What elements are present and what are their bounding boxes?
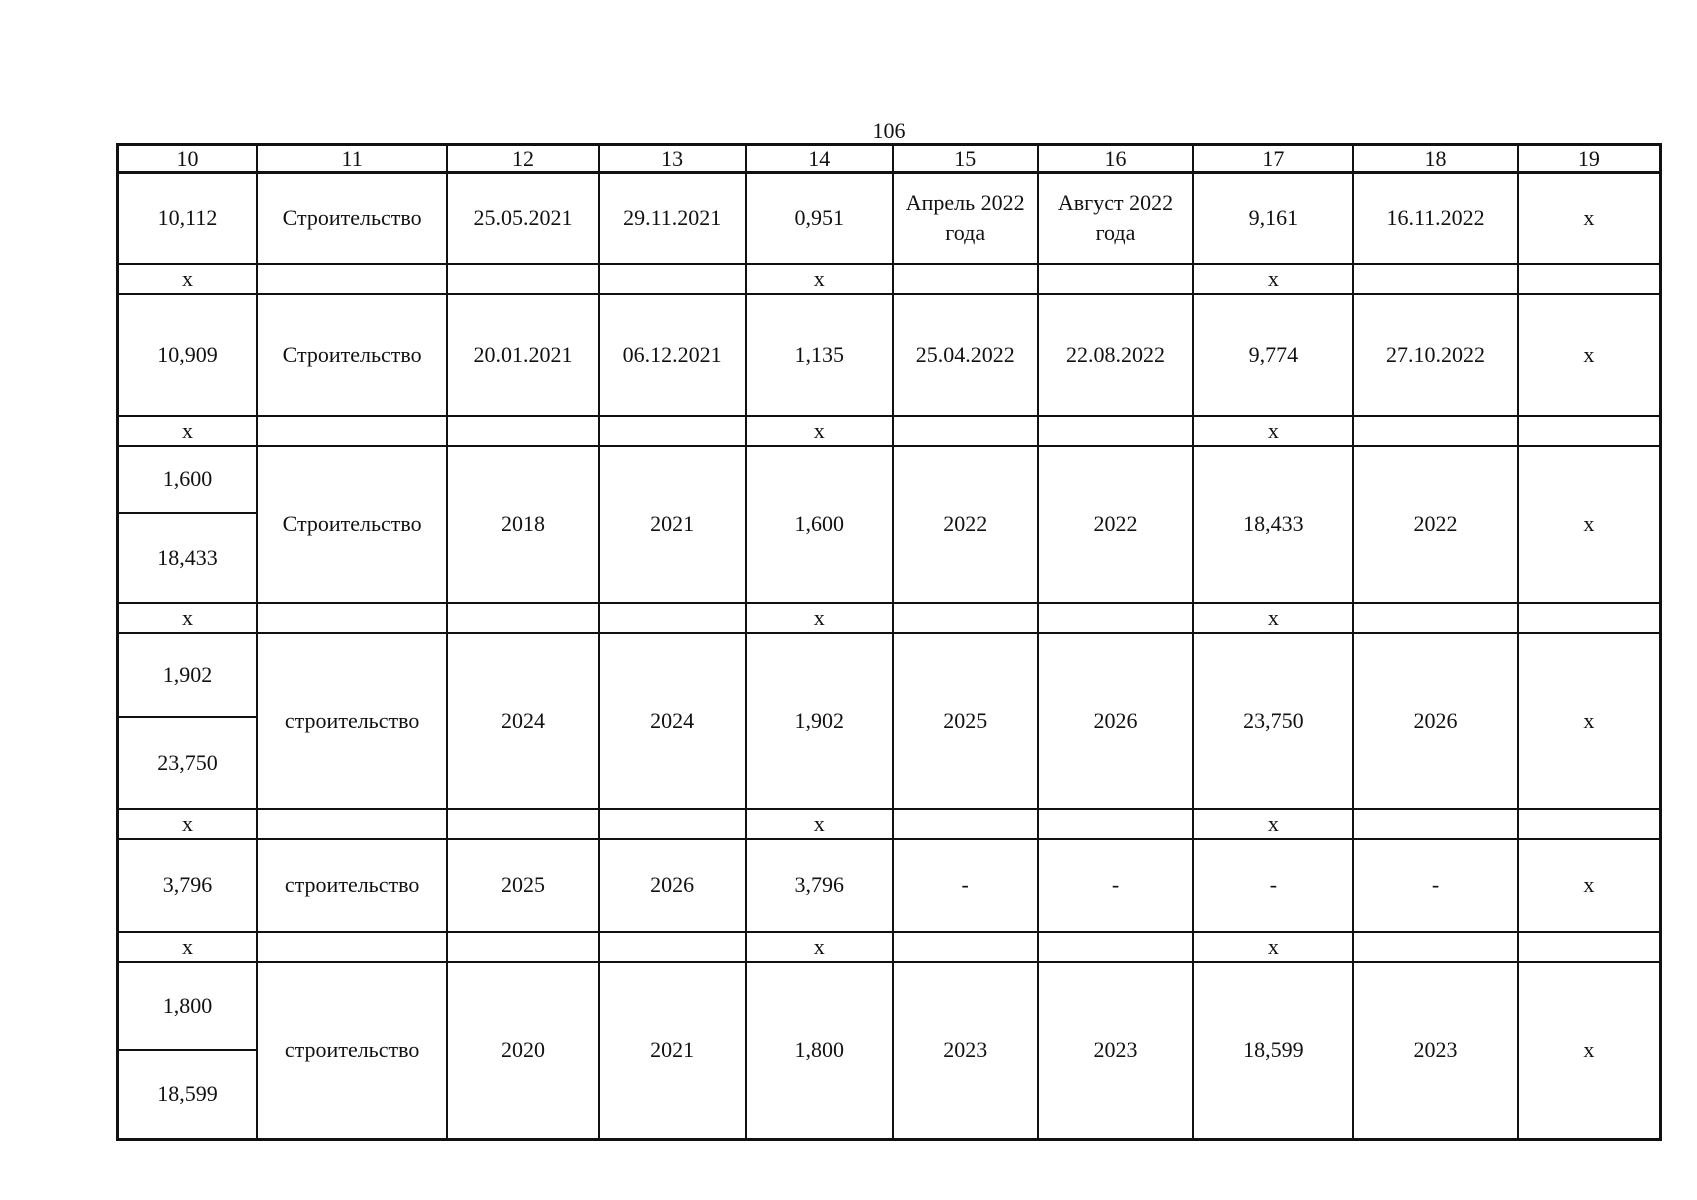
table-cell: 1,902: [118, 633, 257, 717]
table-cell: 2026: [1038, 633, 1194, 809]
table-row: [118, 173, 1661, 264]
table-cell: 22.08.2022: [1038, 294, 1194, 416]
column-header: 14: [746, 145, 893, 173]
table-cell: х: [746, 809, 893, 839]
column-header: 18: [1353, 145, 1517, 173]
table-cell: 1,600: [746, 446, 893, 603]
table-cell: х: [1518, 839, 1661, 932]
table-cell: [1353, 932, 1517, 962]
table-cell: [1518, 603, 1661, 633]
separator-row: [118, 932, 1661, 962]
table-cell: [1353, 809, 1517, 839]
table-cell: [599, 264, 746, 294]
table-cell: [1353, 264, 1517, 294]
table-cell: [257, 264, 447, 294]
table-cell: х: [1518, 962, 1661, 1140]
table-cell: [1038, 932, 1194, 962]
table-cell: х: [746, 264, 893, 294]
separator-row: [118, 809, 1661, 839]
table-cell: [447, 264, 598, 294]
table-cell: х: [746, 603, 893, 633]
table-cell: [599, 809, 746, 839]
column-header: 10: [118, 145, 257, 173]
separator-row: [118, 603, 1661, 633]
table-cell: [1518, 809, 1661, 839]
table-cell: [1353, 603, 1517, 633]
table-cell: х: [1193, 603, 1353, 633]
table-cell: х: [1193, 809, 1353, 839]
table-cell: х: [746, 932, 893, 962]
table-cell: 25.05.2021: [447, 173, 598, 264]
table-cell: 9,161: [1193, 173, 1353, 264]
table-cell: [1038, 809, 1194, 839]
table-cell: [1038, 603, 1194, 633]
table-cell: 2026: [599, 839, 746, 932]
table-cell: [1038, 264, 1194, 294]
separator-row: [118, 416, 1661, 446]
table-cell: 2018: [447, 446, 598, 603]
table-cell: 06.12.2021: [599, 294, 746, 416]
table-cell: [893, 932, 1038, 962]
table-row: [118, 294, 1661, 416]
table-cell: 29.11.2021: [599, 173, 746, 264]
column-header: 12: [447, 145, 598, 173]
table-cell: 2025: [447, 839, 598, 932]
table-cell: 1,600: [118, 446, 257, 513]
table-cell: [1038, 416, 1194, 446]
table-cell: -: [1353, 839, 1517, 932]
table-cell: [893, 603, 1038, 633]
table-cell: 2024: [447, 633, 598, 809]
table-cell: [599, 932, 746, 962]
table-cell: 2021: [599, 962, 746, 1140]
table-cell: 2025: [893, 633, 1038, 809]
table-cell: 0,951: [746, 173, 893, 264]
table-cell: [1518, 416, 1661, 446]
table-cell: х: [118, 416, 257, 446]
table-cell: [447, 416, 598, 446]
table-cell: 20.01.2021: [447, 294, 598, 416]
table-cell: строительство: [257, 839, 447, 932]
table-cell: -: [1193, 839, 1353, 932]
table-row: [118, 633, 1661, 717]
table-cell: 16.11.2022: [1353, 173, 1517, 264]
table-cell: [447, 603, 598, 633]
table-cell: 10,112: [118, 173, 257, 264]
column-header: 13: [599, 145, 746, 173]
table-cell: 3,796: [746, 839, 893, 932]
table-cell: [893, 416, 1038, 446]
table-cell: Август 2022 года: [1038, 173, 1194, 264]
table-cell: -: [1038, 839, 1194, 932]
table-cell: 9,774: [1193, 294, 1353, 416]
table-cell: х: [1193, 932, 1353, 962]
page-number: 106: [872, 118, 906, 143]
table-cell: Строительство: [257, 446, 447, 603]
table-cell: х: [118, 932, 257, 962]
table-cell: Строительство: [257, 294, 447, 416]
table-cell: 3,796: [118, 839, 257, 932]
table-cell: х: [118, 809, 257, 839]
table-cell: х: [1518, 294, 1661, 416]
table-cell: -: [893, 839, 1038, 932]
table-cell: [599, 603, 746, 633]
table-cell: 2023: [893, 962, 1038, 1140]
table-cell: строительство: [257, 633, 447, 809]
table-cell: х: [1518, 446, 1661, 603]
table-cell: Апрель 2022 года: [893, 173, 1038, 264]
header-row: [118, 145, 1661, 173]
data-table: [116, 143, 1662, 1141]
table-cell: [257, 416, 447, 446]
column-header: 16: [1038, 145, 1194, 173]
table-cell: 2024: [599, 633, 746, 809]
table-cell: 1,800: [746, 962, 893, 1140]
table-row: [118, 839, 1661, 932]
table-cell: 2020: [447, 962, 598, 1140]
separator-row: [118, 264, 1661, 294]
column-header: 11: [257, 145, 447, 173]
table-cell: х: [1193, 416, 1353, 446]
table-cell: [257, 603, 447, 633]
table-cell: х: [1193, 264, 1353, 294]
table-cell: строительство: [257, 962, 447, 1140]
table-cell: [257, 809, 447, 839]
table-cell: 27.10.2022: [1353, 294, 1517, 416]
table-cell: [1353, 416, 1517, 446]
table-cell: 23,750: [118, 717, 257, 809]
column-header: 15: [893, 145, 1038, 173]
table-cell: [1518, 932, 1661, 962]
table-cell: 2026: [1353, 633, 1517, 809]
table-cell: 18,599: [1193, 962, 1353, 1140]
table-cell: 18,599: [118, 1050, 257, 1140]
table-cell: [893, 809, 1038, 839]
table-cell: [893, 264, 1038, 294]
table-cell: 25.04.2022: [893, 294, 1038, 416]
table-cell: х: [1518, 173, 1661, 264]
table-cell: 2022: [893, 446, 1038, 603]
table-cell: [447, 932, 598, 962]
column-header: 17: [1193, 145, 1353, 173]
table-cell: 1,800: [118, 962, 257, 1050]
table-cell: [447, 809, 598, 839]
table-cell: х: [1518, 633, 1661, 809]
table-cell: 2022: [1038, 446, 1194, 603]
table-cell: 10,909: [118, 294, 257, 416]
table-cell: [599, 416, 746, 446]
table-row: [118, 962, 1661, 1050]
table-cell: [257, 932, 447, 962]
table-cell: 1,902: [746, 633, 893, 809]
table-cell: 23,750: [1193, 633, 1353, 809]
table-cell: 2023: [1038, 962, 1194, 1140]
table-cell: [1518, 264, 1661, 294]
table-cell: х: [746, 416, 893, 446]
table-cell: 2023: [1353, 962, 1517, 1140]
table-cell: 2021: [599, 446, 746, 603]
table-cell: 18,433: [118, 513, 257, 603]
table-cell: Строительство: [257, 173, 447, 264]
table-cell: х: [118, 264, 257, 294]
table-cell: 18,433: [1193, 446, 1353, 603]
table-cell: 2022: [1353, 446, 1517, 603]
table-row: [118, 446, 1661, 513]
column-header: 19: [1518, 145, 1661, 173]
table-cell: х: [118, 603, 257, 633]
table-cell: 1,135: [746, 294, 893, 416]
